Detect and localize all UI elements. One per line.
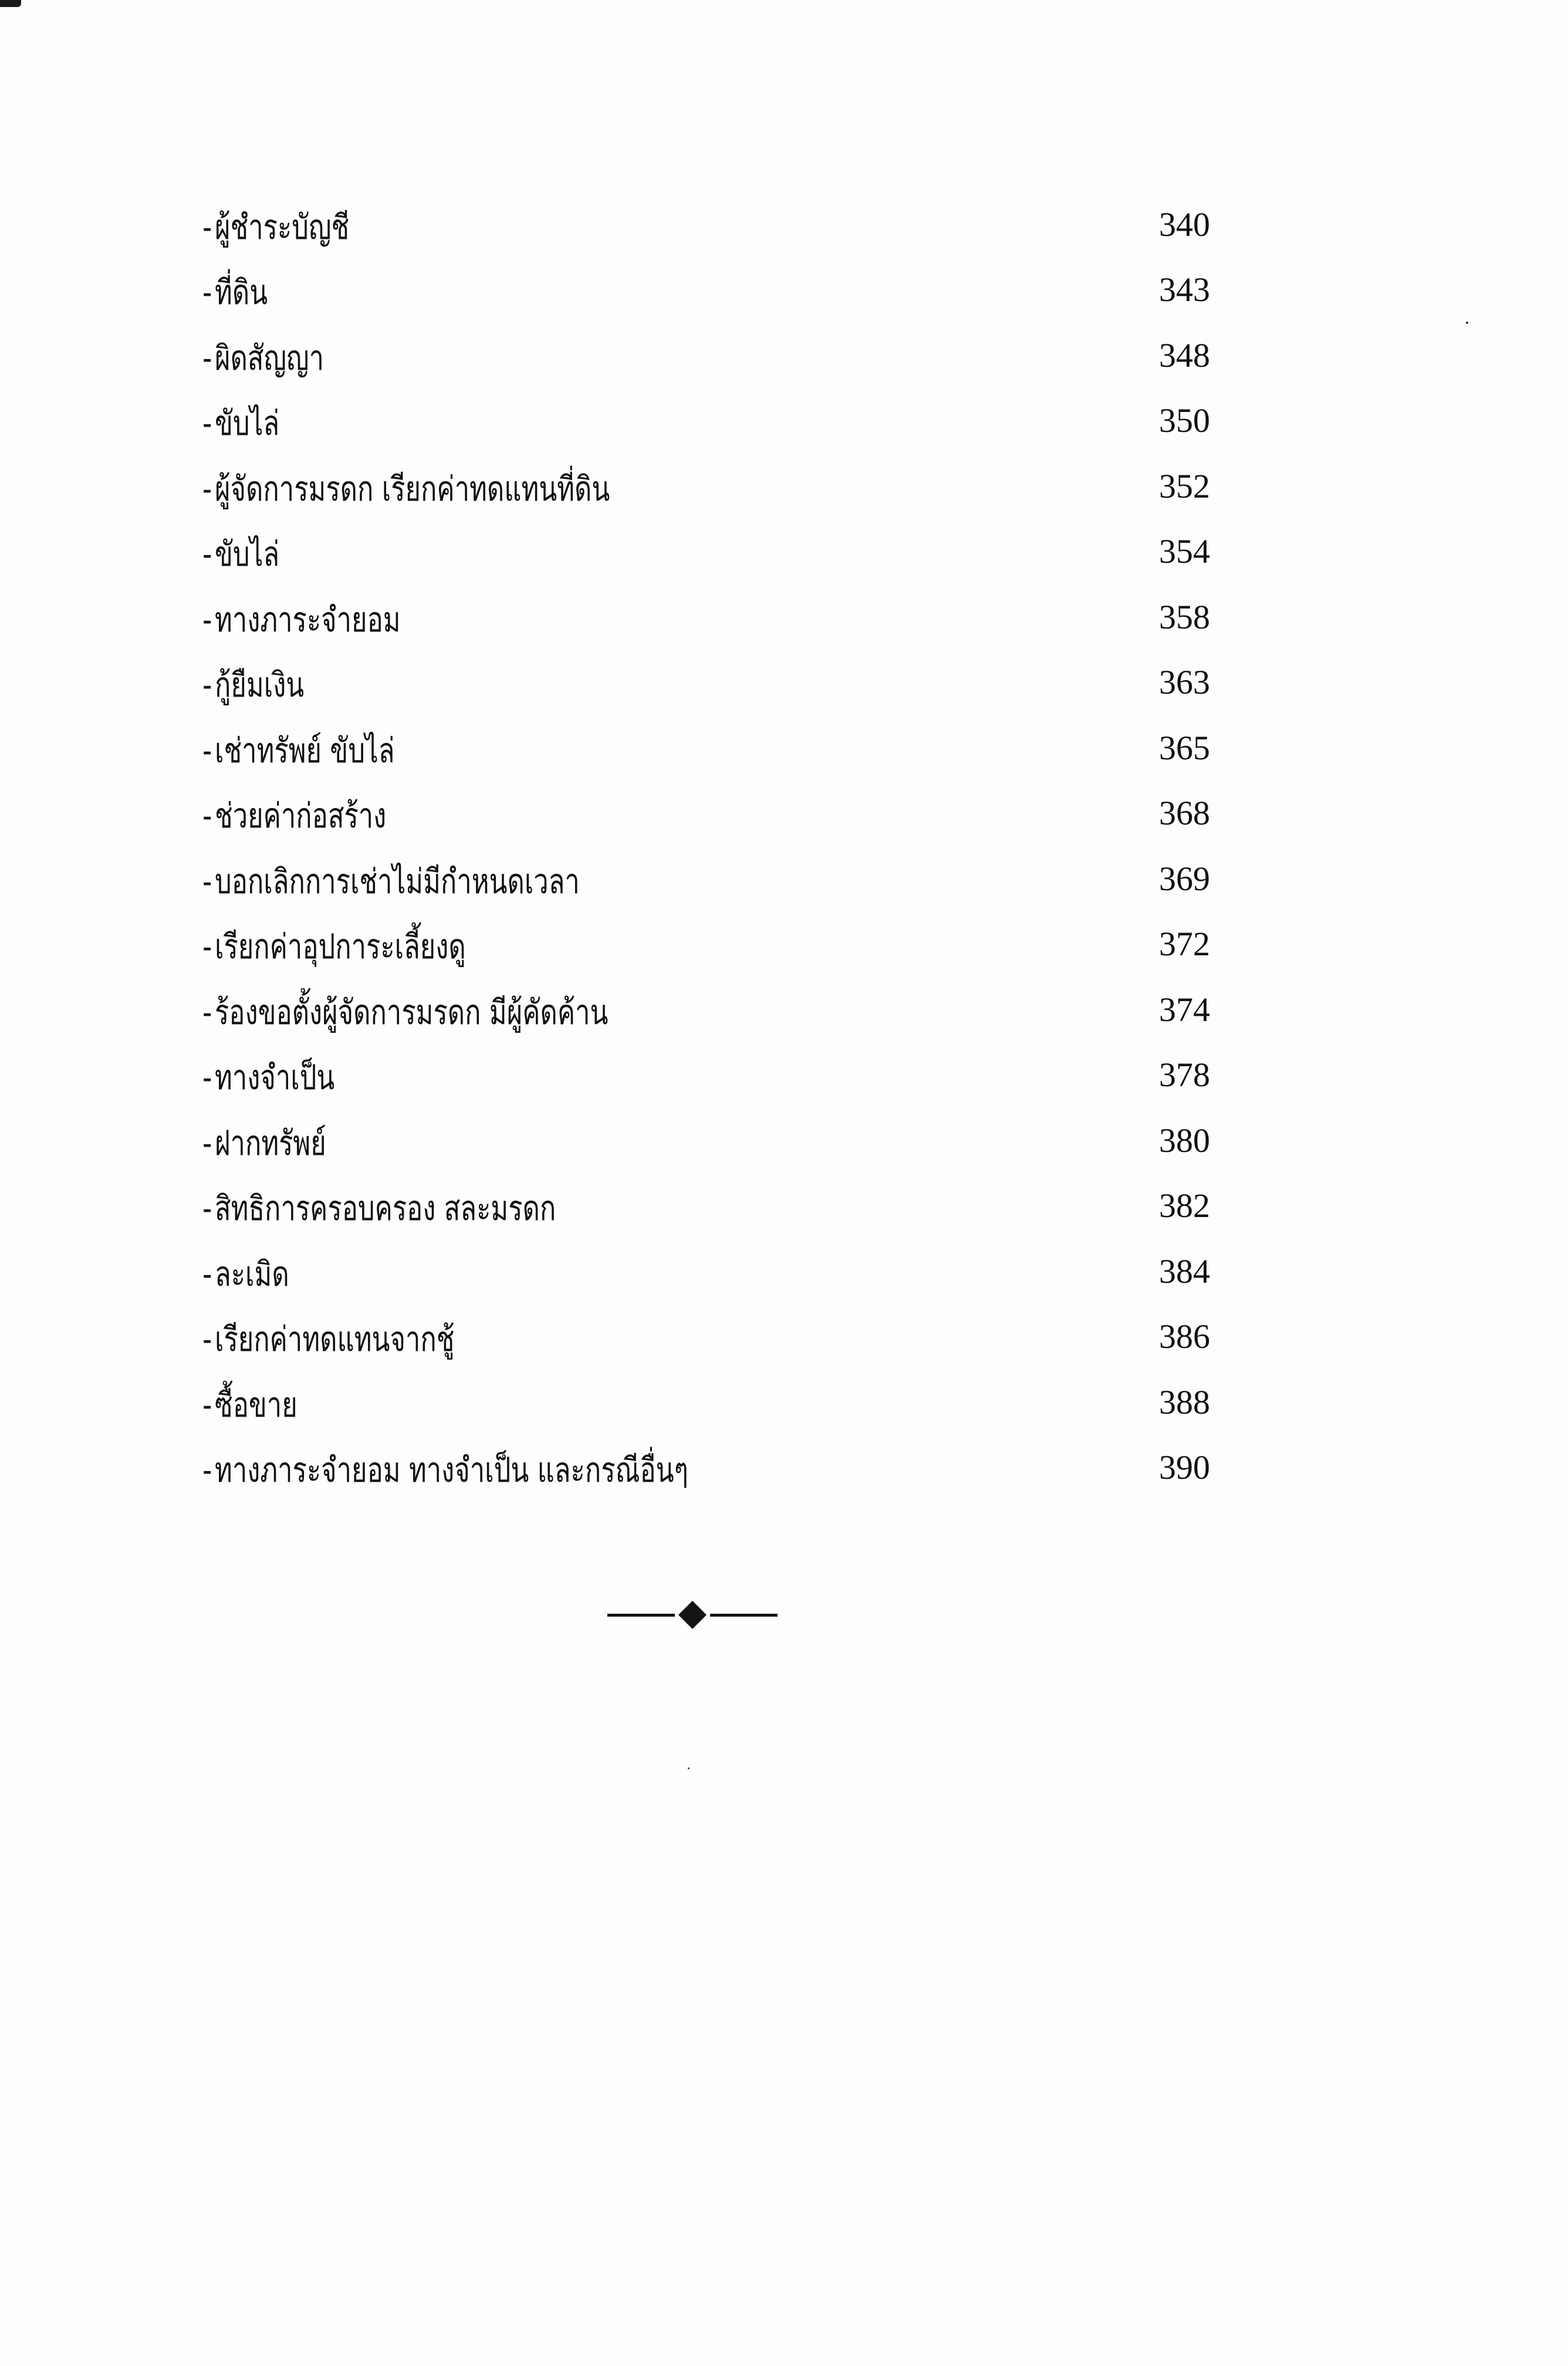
toc-entry-page: 380 (1159, 1121, 1210, 1160)
toc-entry-title: ทางภาระจำยอม (215, 599, 401, 640)
toc-entry[interactable] (202, 972, 1235, 1037)
toc-entry-page: 365 (1159, 728, 1210, 767)
toc-entry[interactable] (202, 841, 1235, 907)
diamond-icon (678, 1601, 707, 1629)
toc-entry[interactable] (202, 1168, 1235, 1234)
toc-entry-title: ขับไล่ (215, 403, 280, 443)
toc-entry-title: ผิดสัญญา (215, 337, 325, 378)
toc-entry-page: 372 (1159, 925, 1210, 963)
bullet-dash: - (202, 468, 212, 509)
toc-entry-title: สิทธิการครอบครอง สละมรดก (215, 1188, 556, 1228)
toc-entry-page: 390 (1159, 1448, 1210, 1486)
toc-entry[interactable] (202, 1430, 1235, 1496)
bullet-dash: - (202, 207, 212, 247)
toc-entry-title: ขับไล่ (215, 534, 280, 574)
toc-entry[interactable] (202, 776, 1235, 841)
toc-entry-title: บอกเลิกการเช่าไม่มีกำหนดเวลา (215, 861, 580, 901)
scan-edge-shadow (0, 0, 21, 7)
toc-entry-page: 348 (1159, 336, 1210, 374)
toc-entry-page: 358 (1159, 597, 1210, 636)
bullet-dash: - (202, 1253, 212, 1294)
toc-entry-page: 369 (1159, 859, 1210, 898)
bullet-dash: - (202, 992, 212, 1032)
toc-entry-title: ซื้อขาย (215, 1384, 298, 1425)
toc-entry-title: ร้องขอตั้งผู้จัดการมรดก มีผู้คัดค้าน (215, 992, 609, 1032)
toc-entry-title: ที่ดิน (215, 272, 268, 312)
toc-entry-title: ผู้ชำระบัญชี (215, 207, 350, 247)
toc-entry-title: เรียกค่าทดแทนจากชู้ (215, 1319, 455, 1359)
bullet-dash: - (202, 1188, 212, 1228)
toc-entry-page: 350 (1159, 401, 1210, 440)
toc-entry-page: 343 (1159, 271, 1210, 309)
toc-entry-title: ทางจำเป็น (215, 1057, 335, 1097)
bullet-dash: - (202, 272, 212, 312)
toc-entry-page: 374 (1159, 990, 1210, 1029)
toc-entry[interactable] (202, 317, 1235, 383)
bullet-dash: - (202, 403, 212, 443)
toc-entry[interactable] (202, 1364, 1235, 1430)
toc-entry-page: 378 (1159, 1056, 1210, 1094)
toc-entry-page: 388 (1159, 1383, 1210, 1421)
toc-entry-page: 382 (1159, 1187, 1210, 1225)
toc-entry-page: 354 (1159, 532, 1210, 570)
toc-entry-title: เช่าทรัพย์ ขับไล่ (215, 730, 395, 770)
bullet-dash: - (202, 665, 212, 705)
toc-entry[interactable] (202, 579, 1235, 645)
toc-entry-title: เรียกค่าอุปการะเลี้ยงดู (215, 927, 466, 966)
toc-entry[interactable] (202, 907, 1235, 972)
toc-entry[interactable] (202, 514, 1235, 580)
bullet-dash: - (202, 861, 212, 901)
toc-entry[interactable] (202, 383, 1235, 449)
toc-entry[interactable] (202, 252, 1235, 318)
toc-entry[interactable] (202, 1299, 1235, 1365)
toc-entry-page: 384 (1159, 1252, 1210, 1290)
toc-entry-page: 368 (1159, 794, 1210, 832)
toc-entry[interactable] (202, 187, 1235, 252)
toc-entry-page: 352 (1159, 467, 1210, 505)
bullet-dash: - (202, 1123, 212, 1163)
toc-entry-title: ทางภาระจำยอม ทางจำเป็น และกรณีอื่นๆ (215, 1450, 688, 1490)
toc-entry-title: ผู้จัดการมรดก เรียกค่าทดแทนที่ดิน (215, 468, 610, 509)
bullet-dash: - (202, 1450, 212, 1490)
bullet-dash: - (202, 599, 212, 640)
bullet-dash: - (202, 1319, 212, 1359)
divider-rule-left (607, 1614, 675, 1617)
toc-entry[interactable] (202, 1037, 1235, 1103)
toc-entry-title: ละเมิด (215, 1253, 289, 1294)
toc-entry-page: 386 (1159, 1317, 1210, 1356)
bullet-dash: - (202, 1384, 212, 1425)
scan-speck (1466, 322, 1468, 324)
bullet-dash: - (202, 337, 212, 378)
toc-entry[interactable] (202, 448, 1235, 514)
table-of-contents (202, 187, 1235, 1495)
toc-entry[interactable] (202, 710, 1235, 776)
toc-entry-title: ฝากทรัพย์ (215, 1123, 326, 1163)
toc-entry[interactable] (202, 645, 1235, 711)
bullet-dash: - (202, 927, 212, 966)
bullet-dash: - (202, 730, 212, 770)
toc-entry-title: ช่วยค่าก่อสร้าง (215, 796, 387, 836)
scan-speck (688, 1767, 690, 1769)
bullet-dash: - (202, 796, 212, 836)
toc-entry-title: กู้ยืมเงิน (215, 665, 305, 705)
bullet-dash: - (202, 534, 212, 574)
toc-entry[interactable] (202, 1103, 1235, 1168)
toc-entry-page: 340 (1159, 205, 1210, 244)
section-divider (593, 1597, 792, 1632)
toc-entry-page: 363 (1159, 663, 1210, 701)
divider-rule-right (710, 1614, 778, 1617)
toc-entry[interactable] (202, 1233, 1235, 1299)
bullet-dash: - (202, 1057, 212, 1097)
